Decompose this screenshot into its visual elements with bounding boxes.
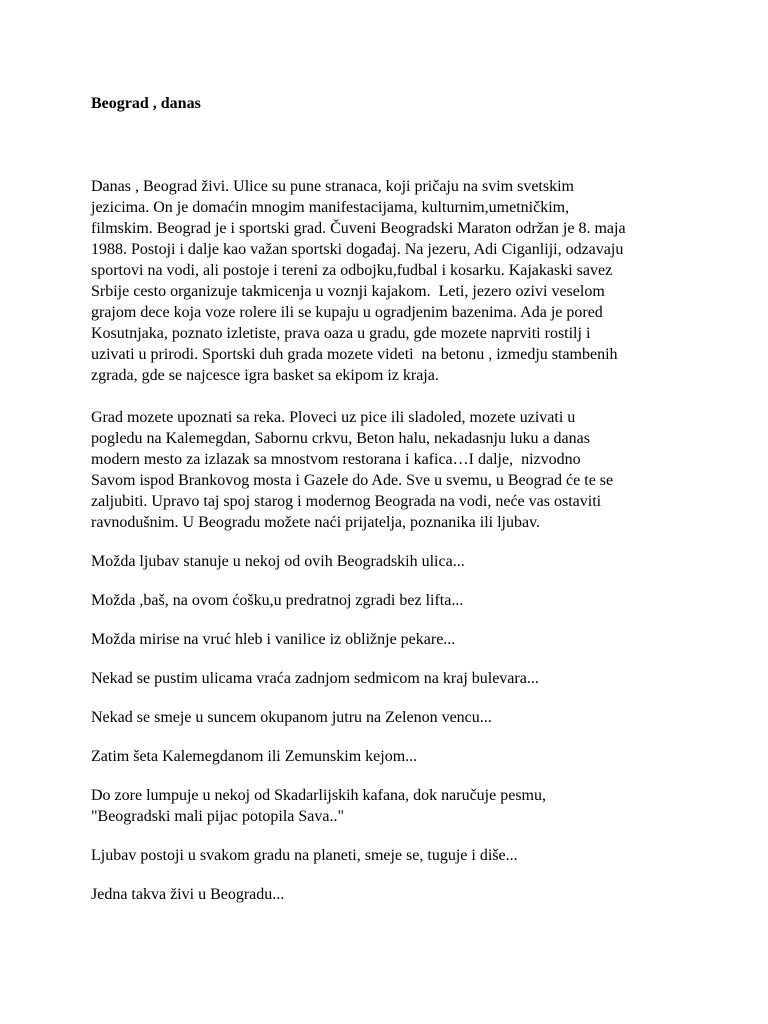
text-line: Srbije cesto organizuje takmicenja u voznji kajakom. Leti, jezero ozivi veselom <box>91 283 605 300</box>
text-line: filmskim. Beograd je i sportski grad. Čuveni Beogradski Maraton održan je 8. maja <box>91 220 626 237</box>
short-paragraph: Možda mirise na vruć hleb i vanilice iz obližnje pekare... <box>91 631 456 648</box>
short-paragraph: Nekad se smeje u suncem okupanom jutru na Zelenon vencu... <box>91 709 492 726</box>
document-title: Beograd , danas <box>91 95 201 112</box>
text-line: pogledu na Kalemegdan, Sabornu crkvu, Beton halu, nekadasnju luku a danas <box>91 430 590 447</box>
text-line: zgrada, gde se najcesce igra basket sa ekipom iz kraja. <box>91 367 439 384</box>
document-page <box>91 94 691 923</box>
short-paragraph: Zatim šeta Kalemegdanom ili Zemunskim kejom... <box>91 748 418 765</box>
text-line: ravnodušnim. U Beogradu možete naći prijatelja, poznanika ili ljubav. <box>91 514 541 531</box>
text-line: uzivati u prirodi. Sportski duh grada mozete videti na betonu , izmedju stambenih <box>91 346 618 363</box>
short-paragraph: Ljubav postoji u svakom gradu na planeti, smeje se, tuguje i diše... <box>91 847 518 864</box>
text-line: Savom ispod Brankovog mosta i Gazele do Ade. Sve u svemu, u Beograd će te se <box>91 472 614 489</box>
paragraph-sports <box>91 176 691 386</box>
short-paragraph: Do zore lumpuje u nekoj od Skadarlijskih kafana, dok naručuje pesmu, "Beogradski mali pijac potopila Sava.." <box>91 787 546 825</box>
text-line: Kosutnjaka, poznato izletiste, prava oaza u gradu, gde mozete naprviti rostilj i <box>91 325 591 342</box>
text-line: jezicima. On je domaćin mnogim manifestacijama, kulturnim,umetničkim, <box>91 199 570 216</box>
short-paragraph: Možda ljubav stanuje u nekoj od ovih Beogradskih ulica... <box>91 553 465 570</box>
short-paragraph: Jedna takva živi u Beogradu... <box>91 886 285 903</box>
short-paragraph: Možda ,baš, na ovom ćošku,u predratnoj zgradi bez lifta... <box>91 592 464 609</box>
text-line: 1988. Postoji i dalje kao važan sportski događaj. Na jezeru, Adi Ciganliji, odzavaju <box>91 241 624 258</box>
text-line: Danas , Beograd živi. Ulice su pune stranaca, koji pričaju na svim svetskim <box>91 178 574 195</box>
text-line: modern mesto za izlazak sa mnostvom restorana i kafica…I dalje, nizvodno <box>91 451 581 468</box>
short-paragraph: Nekad se pustim ulicama vraća zadnjom sedmicom na kraj bulevara... <box>91 670 539 687</box>
text-line: zaljubiti. Upravo taj spoj starog i modernog Beograda na vodi, neće vas ostaviti <box>91 493 602 510</box>
text-line: grajom dece koja voze rolere ili se kupaju u ogradjenim bazenima. Ada je pored <box>91 304 603 321</box>
text-line: sportovi na vodi, ali postoje i tereni za odbojku,fudbal i kosarku. Kajakaski savez <box>91 262 613 279</box>
paragraph-river <box>91 407 691 533</box>
text-line: Grad mozete upoznati sa reka. Plovеci uz pice ili sladoled, mozete uzivati u <box>91 409 576 426</box>
